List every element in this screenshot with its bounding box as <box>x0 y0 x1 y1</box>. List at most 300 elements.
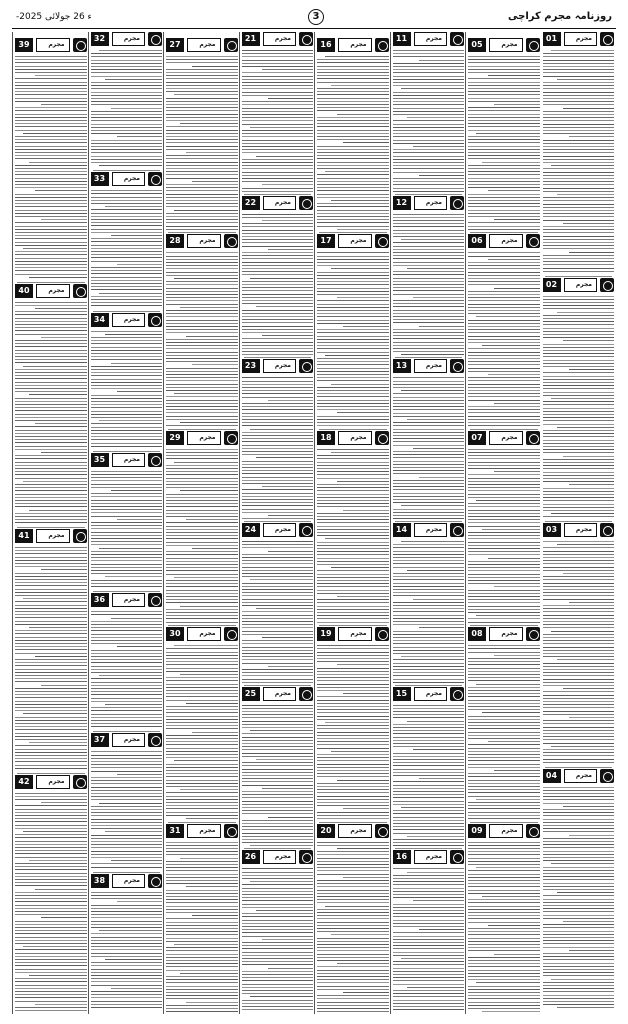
text-line <box>543 385 615 386</box>
text-line <box>317 696 389 697</box>
text-line <box>468 393 540 394</box>
text-line <box>242 820 314 821</box>
text-line <box>393 753 465 754</box>
text-line <box>105 959 163 960</box>
text-line <box>476 500 540 501</box>
text-line <box>15 857 87 858</box>
text-line <box>543 494 615 495</box>
text-line <box>166 256 238 257</box>
text-line <box>166 700 238 701</box>
text-line <box>242 63 314 64</box>
text-line <box>543 959 615 960</box>
text-line <box>543 56 615 57</box>
text-line <box>393 631 465 632</box>
text-line <box>15 353 87 354</box>
text-line <box>242 223 314 224</box>
ad-header <box>91 733 163 747</box>
text-line <box>543 130 615 131</box>
text-line <box>543 197 615 198</box>
text-line <box>317 918 389 919</box>
text-line <box>468 216 540 217</box>
text-line <box>317 503 389 504</box>
text-line <box>317 75 389 76</box>
text-line <box>15 630 87 631</box>
text-line <box>317 658 389 659</box>
text-line <box>393 156 465 157</box>
ad-number: 42 <box>15 775 33 789</box>
text-line <box>468 812 540 813</box>
text-line <box>543 730 615 731</box>
text-line <box>91 838 163 839</box>
ad-divider <box>17 527 85 528</box>
text-line <box>166 252 238 253</box>
text-line <box>15 723 87 724</box>
text-line <box>242 496 314 497</box>
ad-section-label: مجرم <box>338 38 372 52</box>
text-line <box>15 442 87 443</box>
text-line <box>317 130 389 131</box>
text-line <box>393 416 465 417</box>
text-line <box>242 445 314 446</box>
text-line <box>468 368 540 369</box>
text-line <box>317 580 389 581</box>
text-line <box>166 615 238 616</box>
text-line <box>393 348 465 349</box>
text-line <box>468 152 540 153</box>
text-line <box>543 889 615 890</box>
text-line <box>91 917 163 918</box>
text-line <box>91 480 163 481</box>
text-line <box>543 168 615 169</box>
text-line <box>393 290 465 291</box>
text-line <box>91 190 163 191</box>
text-line <box>468 387 540 388</box>
ad-divider <box>395 194 463 195</box>
text-line <box>343 992 389 993</box>
text-line <box>317 419 389 420</box>
text-line <box>393 322 465 323</box>
text-line <box>393 338 465 339</box>
text-line <box>468 912 540 913</box>
text-line <box>105 704 163 705</box>
text-line <box>242 888 314 889</box>
text-line <box>91 924 163 925</box>
text-line <box>563 573 615 574</box>
text-line <box>393 781 465 782</box>
text-line <box>166 313 238 314</box>
text-line <box>543 886 615 887</box>
text-line <box>166 59 238 60</box>
text-line <box>543 408 615 409</box>
text-line <box>393 489 465 490</box>
text-line <box>468 226 540 227</box>
ad-section-label: مجرم <box>489 431 523 445</box>
ad-header <box>166 627 238 641</box>
text-line <box>35 423 87 424</box>
text-line <box>393 287 465 288</box>
text-line <box>393 955 465 956</box>
text-line <box>468 658 540 659</box>
text-line <box>166 545 238 546</box>
text-line <box>15 940 87 941</box>
text-line <box>317 403 389 404</box>
text-line <box>166 117 238 118</box>
text-line <box>242 322 314 323</box>
masthead <box>12 6 616 29</box>
text-line <box>393 605 465 606</box>
text-line <box>166 339 238 340</box>
ad-number: 35 <box>91 453 109 467</box>
text-line <box>551 398 615 399</box>
ad-number: 02 <box>543 278 561 292</box>
text-line <box>99 930 163 931</box>
text-line <box>91 203 163 204</box>
text-line <box>15 245 87 246</box>
text-line <box>468 652 540 653</box>
text-line <box>91 509 163 510</box>
text-line <box>91 643 163 644</box>
text-line <box>166 802 238 803</box>
text-line <box>393 942 465 943</box>
text-line <box>15 611 87 612</box>
text-line <box>256 156 314 157</box>
text-line <box>543 88 615 89</box>
text-line <box>393 772 465 773</box>
text-line <box>15 560 87 561</box>
text-line <box>317 966 389 967</box>
text-line <box>91 398 163 399</box>
ad-section-label: مجرم <box>263 196 297 210</box>
text-line <box>468 503 540 504</box>
text-line <box>393 659 465 660</box>
text-line <box>15 120 87 121</box>
text-line <box>468 854 540 855</box>
column-6 <box>163 32 240 1014</box>
text-line <box>468 519 540 520</box>
text-line <box>35 656 87 657</box>
text-line <box>29 510 87 511</box>
text-line <box>393 387 465 388</box>
text-line <box>166 281 238 282</box>
text-line <box>393 152 465 153</box>
text-line <box>393 400 465 401</box>
text-line <box>468 748 540 749</box>
text-line <box>166 75 238 76</box>
text-line <box>15 733 87 734</box>
text-line <box>91 678 163 679</box>
text-line <box>543 586 615 587</box>
text-line <box>15 901 87 902</box>
text-line <box>543 695 615 696</box>
text-line <box>166 808 238 809</box>
text-line <box>543 388 615 389</box>
text-line <box>569 950 615 951</box>
text-line <box>166 155 238 156</box>
text-line <box>15 449 87 450</box>
text-line <box>242 653 314 654</box>
text-line <box>15 672 87 673</box>
text-line <box>91 717 163 718</box>
paper-logo-icon <box>299 850 313 864</box>
text-line <box>393 563 465 564</box>
text-line <box>242 560 314 561</box>
text-line <box>543 507 615 508</box>
text-line <box>15 972 87 973</box>
text-line <box>166 918 238 919</box>
text-line <box>242 904 314 905</box>
text-line <box>543 895 615 896</box>
text-line <box>166 452 238 453</box>
text-line <box>23 946 87 947</box>
text-line <box>91 905 163 906</box>
text-line <box>393 583 465 584</box>
text-line <box>393 923 465 924</box>
text-line <box>468 577 540 578</box>
text-line <box>15 146 87 147</box>
text-line <box>317 767 389 768</box>
text-line <box>15 324 87 325</box>
text-line <box>15 139 87 140</box>
text-line <box>401 88 465 89</box>
text-line <box>317 162 389 163</box>
text-line <box>468 776 540 777</box>
text-line <box>468 906 540 907</box>
text-line <box>91 822 163 823</box>
text-line <box>166 586 238 587</box>
text-line <box>543 216 615 217</box>
text-line <box>337 963 389 964</box>
text-line <box>35 308 87 309</box>
text-line <box>91 698 163 699</box>
text-line <box>166 513 238 514</box>
text-line <box>468 497 540 498</box>
text-line <box>41 104 87 105</box>
text-line <box>317 909 389 910</box>
text-line <box>343 693 389 694</box>
ad-header <box>543 32 615 46</box>
text-line <box>543 841 615 842</box>
text-line <box>180 123 238 124</box>
text-line <box>468 406 540 407</box>
ad-section-label: مجرم <box>414 687 448 701</box>
text-line <box>91 229 163 230</box>
text-line <box>166 799 238 800</box>
text-line <box>468 677 540 678</box>
text-line <box>180 606 238 607</box>
text-line <box>543 424 615 425</box>
text-line <box>543 908 615 909</box>
text-line <box>91 162 163 163</box>
text-line <box>91 200 163 201</box>
text-line <box>331 268 389 269</box>
text-line <box>15 506 87 507</box>
text-line <box>15 812 87 813</box>
text-line <box>242 810 314 811</box>
paper-logo-icon <box>375 234 389 248</box>
text-line <box>317 950 389 951</box>
text-line <box>393 567 465 568</box>
ad-divider <box>93 311 161 312</box>
text-line <box>91 994 163 995</box>
text-line <box>242 133 314 134</box>
text-line <box>99 803 163 804</box>
text-line <box>393 258 465 259</box>
text-line <box>557 892 615 893</box>
text-line <box>91 120 163 121</box>
text-line <box>317 757 389 758</box>
text-line <box>468 82 540 83</box>
text-line <box>166 203 238 204</box>
ad-number: 09 <box>468 824 486 838</box>
text-line <box>317 986 389 987</box>
text-line <box>166 104 238 105</box>
text-line <box>242 303 314 304</box>
text-line <box>468 422 540 423</box>
text-line <box>242 60 314 61</box>
text-line <box>317 123 389 124</box>
text-line <box>242 599 314 600</box>
text-line <box>393 233 465 234</box>
text-line <box>468 197 540 198</box>
text-line <box>317 497 389 498</box>
text-line <box>242 387 314 388</box>
text-line <box>242 451 314 452</box>
text-line <box>393 230 465 231</box>
text-line <box>393 724 465 725</box>
ad-number: 28 <box>166 234 184 248</box>
text-line <box>15 637 87 638</box>
text-line <box>543 615 615 616</box>
text-line <box>242 1000 314 1001</box>
text-line <box>91 707 163 708</box>
text-line <box>15 911 87 912</box>
text-line <box>15 739 87 740</box>
text-line <box>317 332 389 333</box>
text-line <box>91 522 163 523</box>
text-line <box>242 724 314 725</box>
text-line <box>166 1005 238 1006</box>
text-line <box>91 193 163 194</box>
text-line <box>476 867 540 868</box>
text-line <box>468 380 540 381</box>
text-line <box>91 933 163 934</box>
text-line <box>393 913 465 914</box>
text-line <box>543 656 615 657</box>
text-line <box>543 443 615 444</box>
text-line <box>23 133 87 134</box>
text-line <box>543 404 615 405</box>
text-line <box>166 213 238 214</box>
text-line <box>15 962 87 963</box>
text-line <box>543 481 615 482</box>
text-line <box>242 945 314 946</box>
text-line <box>15 158 87 159</box>
text-line <box>242 573 314 574</box>
text-line <box>468 342 540 343</box>
page-number: 3 <box>308 9 324 25</box>
text-line <box>242 778 314 779</box>
text-line <box>468 506 540 507</box>
text-line <box>242 255 314 256</box>
text-line <box>166 982 238 983</box>
text-line <box>557 79 615 80</box>
text-line <box>15 697 87 698</box>
text-line <box>468 845 540 846</box>
text-line <box>268 817 314 818</box>
text-line <box>23 598 87 599</box>
text-line <box>15 181 87 182</box>
text-line <box>242 717 314 718</box>
text-line <box>91 787 163 788</box>
text-line <box>543 172 615 173</box>
text-line <box>91 630 163 631</box>
text-line <box>317 69 389 70</box>
text-line <box>166 925 238 926</box>
text-line <box>91 541 163 542</box>
text-line <box>250 127 314 128</box>
text-line <box>166 368 238 369</box>
text-line <box>543 583 615 584</box>
text-line <box>551 863 615 864</box>
text-line <box>111 860 163 861</box>
text-line <box>174 278 238 279</box>
text-line <box>242 50 314 51</box>
text-line <box>543 472 615 473</box>
text-line <box>250 579 314 580</box>
text-line <box>166 174 238 175</box>
text-line <box>543 376 615 377</box>
text-line <box>268 551 314 552</box>
text-line <box>166 696 238 697</box>
text-line <box>393 717 465 718</box>
text-line <box>91 580 163 581</box>
text-line <box>242 518 314 519</box>
text-line <box>192 181 238 182</box>
text-line <box>393 397 465 398</box>
text-line <box>401 505 465 506</box>
text-line <box>242 300 314 301</box>
text-line <box>317 738 389 739</box>
text-line <box>242 53 314 54</box>
text-line <box>242 990 314 991</box>
ad-section-label: مجرم <box>263 523 297 537</box>
paper-logo-icon <box>526 38 540 52</box>
text-line <box>494 219 540 220</box>
text-line <box>242 512 314 513</box>
text-line <box>468 481 540 482</box>
text-line <box>91 640 163 641</box>
text-line <box>242 454 314 455</box>
text-line <box>242 711 314 712</box>
text-line <box>166 503 238 504</box>
text-line <box>15 892 87 893</box>
text-line <box>166 748 238 749</box>
text-line <box>543 98 615 99</box>
text-line <box>393 114 465 115</box>
text-line <box>317 323 389 324</box>
text-line <box>166 709 238 710</box>
text-line <box>393 329 465 330</box>
text-line <box>111 235 163 236</box>
text-line <box>166 602 238 603</box>
text-line <box>15 720 87 721</box>
text-line <box>15 921 87 922</box>
text-line <box>393 470 465 471</box>
text-line <box>468 98 540 99</box>
paper-logo-icon <box>600 769 614 783</box>
ad-number: 04 <box>543 769 561 783</box>
text-line <box>91 614 163 615</box>
